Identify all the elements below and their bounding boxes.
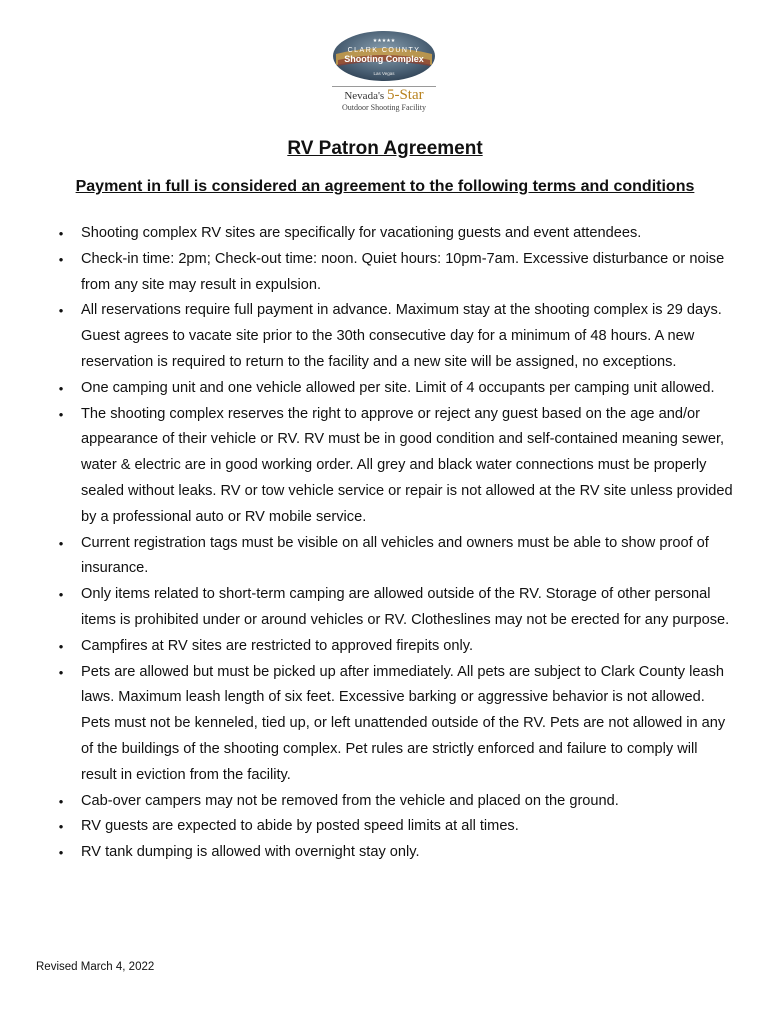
- term-item: [56, 402, 736, 531]
- term-text: Check-in time: 2pm; Check-out time: noon. Quiet hours: 10pm-7am. Excessive disturbance or noise from any site may result in expulsion.: [81, 250, 725, 293]
- logo-name-line2: Shooting Complex: [344, 54, 424, 64]
- term-text: Current registration tags must be visible on all vehicles and owners must be able to show proof of insurance.: [81, 534, 709, 577]
- bullet-icon: •: [58, 380, 64, 396]
- term-item: [56, 582, 736, 634]
- revision-date: Revised March 4, 2022: [36, 961, 155, 973]
- logo-stars: ★★★★★: [372, 38, 396, 44]
- term-text: Campfires at RV sites are restricted to approved firepits only.: [81, 637, 474, 654]
- logo-emblem: [332, 30, 436, 82]
- term-text: One camping unit and one vehicle allowed per site. Limit of 4 occupants per camping unit allowed.: [81, 379, 715, 396]
- bullet-icon: •: [58, 226, 64, 241]
- term-item: [56, 840, 736, 866]
- term-item: [56, 634, 736, 660]
- term-text: RV guests are expected to abide by posted speed limits at all times.: [81, 818, 519, 835]
- page-subtitle: Payment in full is considered an agreement to the following terms and conditions: [75, 178, 695, 195]
- term-item: [56, 531, 736, 583]
- bullet-icon: •: [58, 587, 64, 603]
- terms-list: [56, 221, 736, 866]
- term-text: Pets are allowed but must be picked up after immediately. All pets are subject to Clark County leash laws. Maximum leash length of six feet. Excessive barking or aggressive behavior is not allowed. Pets must not be kenneled, tied up, or left unattended outside of the RV. Pets are not allowed in any of the buildings of the shooting complex. Pet rules are strictly enforced and failure to comply will result in eviction from the facility.: [81, 663, 726, 783]
- bullet-icon: •: [58, 638, 64, 654]
- term-text: RV tank dumping is allowed with overnight stay only.: [81, 844, 420, 861]
- tagline-sub: Outdoor Shooting Facility: [342, 103, 426, 112]
- term-text: Cab-over campers may not be removed from the vehicle and placed on the ground.: [81, 792, 619, 809]
- term-item: [56, 221, 736, 247]
- logo-tagline: [330, 88, 438, 112]
- term-text: All reservations require full payment in advance. Maximum stay at the shooting complex is 29 days. Guest agrees to vacate site prior to the 30th consecutive day for a minimum of 48 hours. A new reservation is required to return to the facility and a new site will be assigned, no exceptions.: [81, 302, 722, 370]
- term-text: The shooting complex reserves the right to approve or reject any guest based on the age and/or appearance of their vehicle or RV. RV must be in good condition and self-contained meaning sewer, water & electric are in good working order. All grey and black water connections must be properly sealed without leaks. RV or tow vehicle service or repair is not allowed at the RV site unless provided by a professional auto or RV mobile service.: [81, 405, 733, 525]
- term-item: [56, 376, 736, 402]
- term-text: Only items related to short-term camping are allowed outside of the RV. Storage of other personal items is prohibited under or around vehicles or RV. Clotheslines may not be erected for any purpose.: [81, 586, 730, 628]
- bullet-icon: •: [58, 793, 64, 809]
- tagline-nevadas: Nevada's: [344, 90, 385, 102]
- term-item: [56, 814, 736, 840]
- page-title: RV Patron Agreement: [287, 138, 483, 159]
- term-item: [56, 789, 736, 815]
- bullet-icon: •: [58, 535, 64, 551]
- bullet-icon: •: [58, 406, 64, 422]
- term-item: [56, 298, 736, 375]
- logo-name-line1: CLARK COUNTY: [347, 47, 421, 54]
- logo-location: Las Vegas: [373, 71, 395, 76]
- bullet-icon: •: [58, 664, 64, 680]
- bullet-icon: •: [58, 303, 64, 319]
- bullet-icon: •: [58, 845, 64, 861]
- term-item: [56, 660, 736, 789]
- bullet-icon: •: [58, 251, 64, 267]
- term-text: Shooting complex RV sites are specifically for vacationing guests and event attendees.: [81, 225, 642, 241]
- tagline-five-star: 5-Star: [386, 87, 424, 103]
- clark-county-shooting-complex-logo: [330, 28, 438, 118]
- bullet-icon: •: [58, 819, 64, 835]
- term-item: [56, 247, 736, 299]
- tagline-main: [330, 88, 438, 103]
